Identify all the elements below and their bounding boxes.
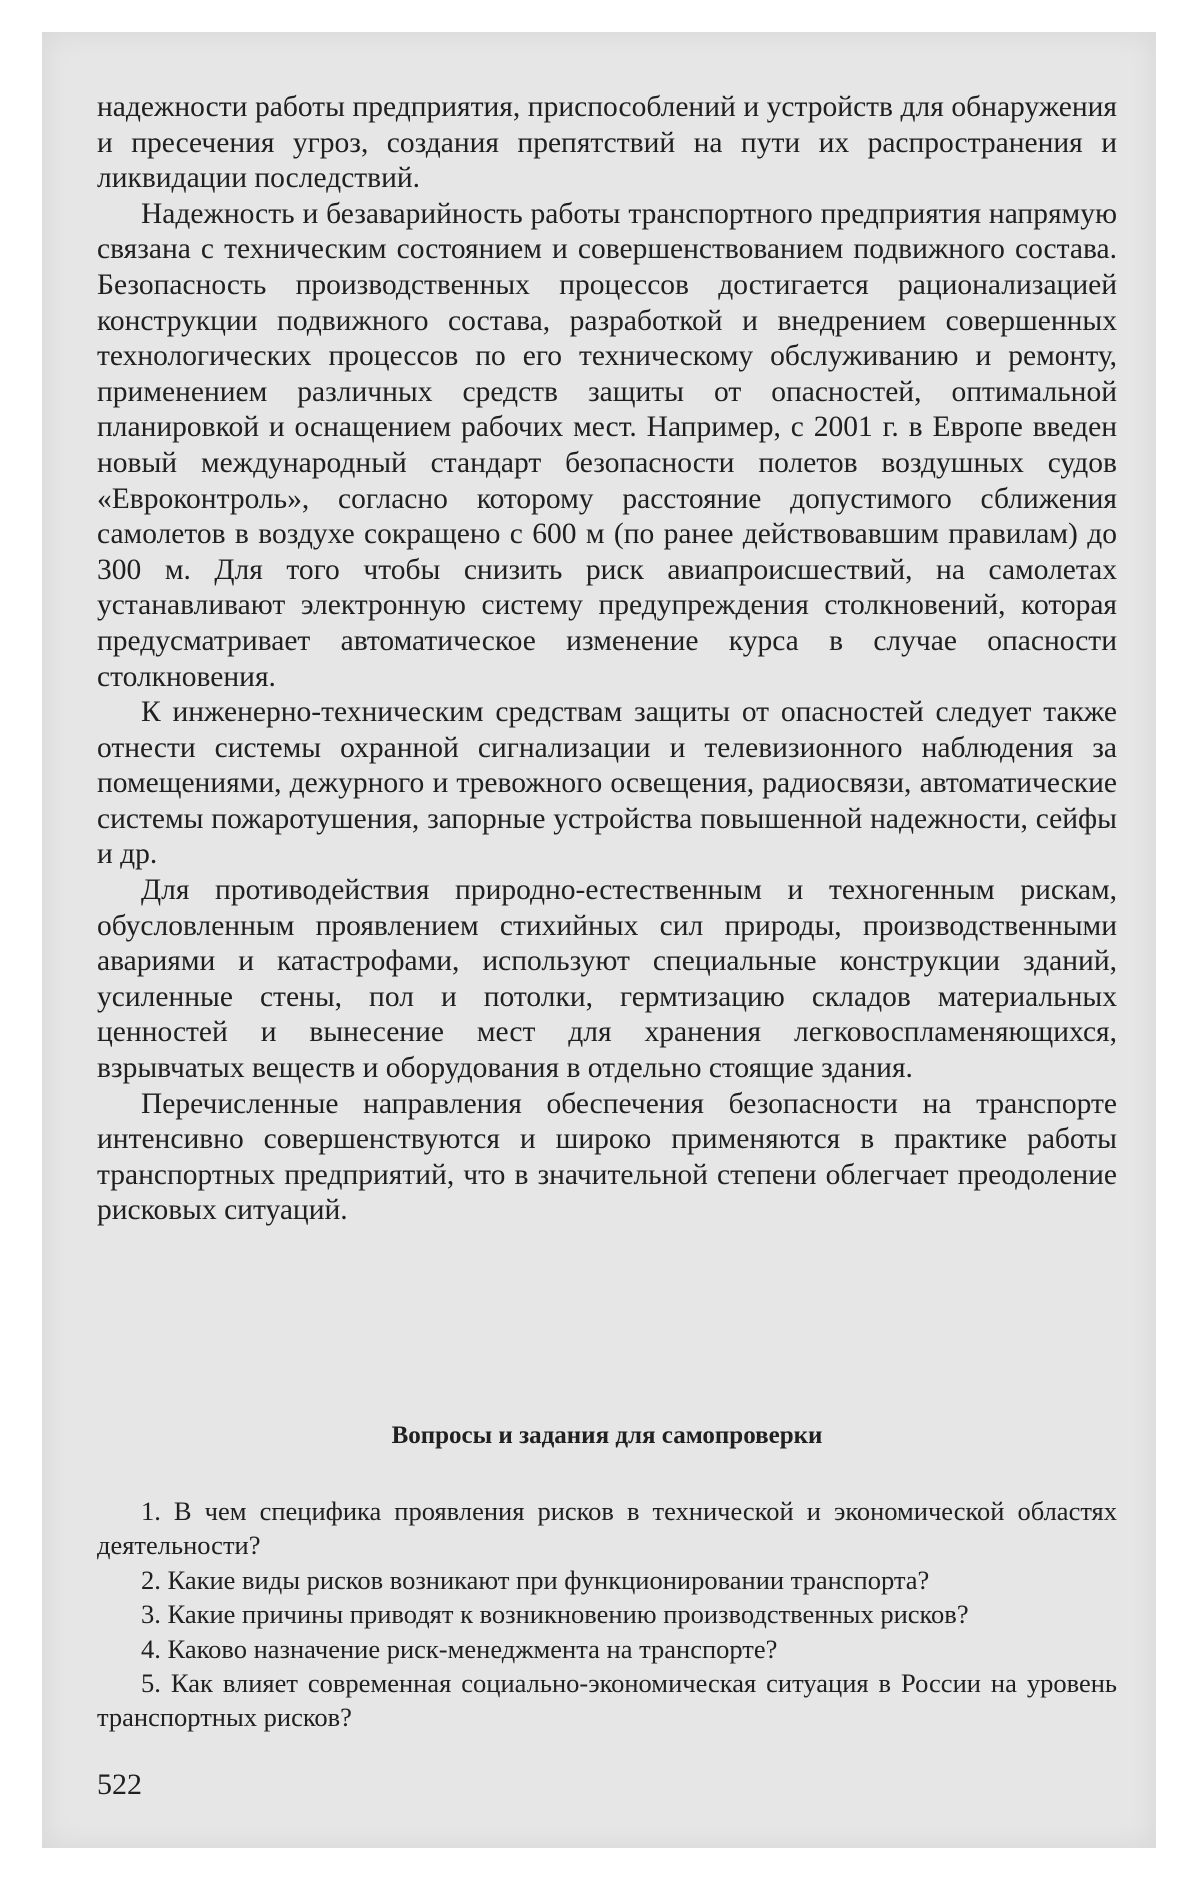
paragraph-continuation: надежности работы предприятия, приспособлений и устройств для обнаружения и пресечения угроз, создания препятствий на пути их распространения и ликвидации последствий.	[97, 91, 1117, 195]
question-item: 2. Какие виды рисков возникают при функционировании транспорта?	[141, 1564, 930, 1595]
questions-list	[97, 1494, 1117, 1735]
question-item: 3. Какие причины приводят к возникновению производственных рисков?	[141, 1599, 969, 1630]
paragraph-reliability: Надежность и безаварийность работы транспортного предприятия напрямую связана с техническим состоянием и совершенствованием подвижного состава. Безопасность производственных процессов достигается рационализацией конструкции подвижного состава, разработкой и внедрением совершенных технологических процессов по его техническому обслуживанию и ремонту, применением различных средств защиты от опасностей, оптимальной планировкой и оснащением рабочих мест. Например, с 2001 г. в Европе введен новый международный стандарт безопасности полетов воздушных судов «Евроконтроль», согласно которому расстояние допустимого сближения самолетов в воздухе сокращено с 600 м (по ранее действовавшим правилам) до 300 м. Для того чтобы снизить риск авиапроисшествий, на самолетах устанавливают электронную систему предупреждения столкновений, которая предусматривает автоматическое изменение курса в случае опасности столкновения.	[97, 197, 1117, 693]
question-item: 4. Каково назначение риск-менеджмента на транспорте?	[141, 1633, 778, 1664]
paragraph-engineering-means: К инженерно-техническим средствам защиты от опасностей следует также отнести системы охранной сигнализации и телевизионного наблюдения за помещениями, дежурного и тревожного освещения, радиосвязи, автоматические системы пожаротушения, запорные устройства повышенной надежности, сейфы и др.	[97, 696, 1117, 871]
paragraph-natural-risks: Для противодействия природно-естественным и техногенным рискам, обусловленным проявлением стихийных сил природы, производственными авариями и катастрофами, используют специальные конструкции зданий, усиленные стены, пол и потолки, гермтизацию складов материальных ценностей и вынесение мест для хранения легковоспламеняющихся, взрывчатых веществ и оборудования в отдельно стоящие здания.	[97, 874, 1117, 1085]
question-item: 5. Как влияет современная социально-экономическая ситуация в России на уровень транспортных рисков?	[97, 1668, 1117, 1733]
questions-heading: Вопросы и задания для самопроверки	[391, 1422, 823, 1449]
page-number: 522	[97, 1768, 142, 1801]
body-text	[97, 90, 1117, 1229]
book-page	[42, 32, 1156, 1848]
question-item: 1. В чем специфика проявления рисков в технической и экономической областях деятельности?	[97, 1496, 1117, 1561]
paragraph-conclusion: Перечисленные направления обеспечения безопасности на транспорте интенсивно совершенствуются и широко применяются в практике работы транспортных предприятий, что в значительной степени облегчает преодоление рисковых ситуаций.	[97, 1087, 1117, 1227]
